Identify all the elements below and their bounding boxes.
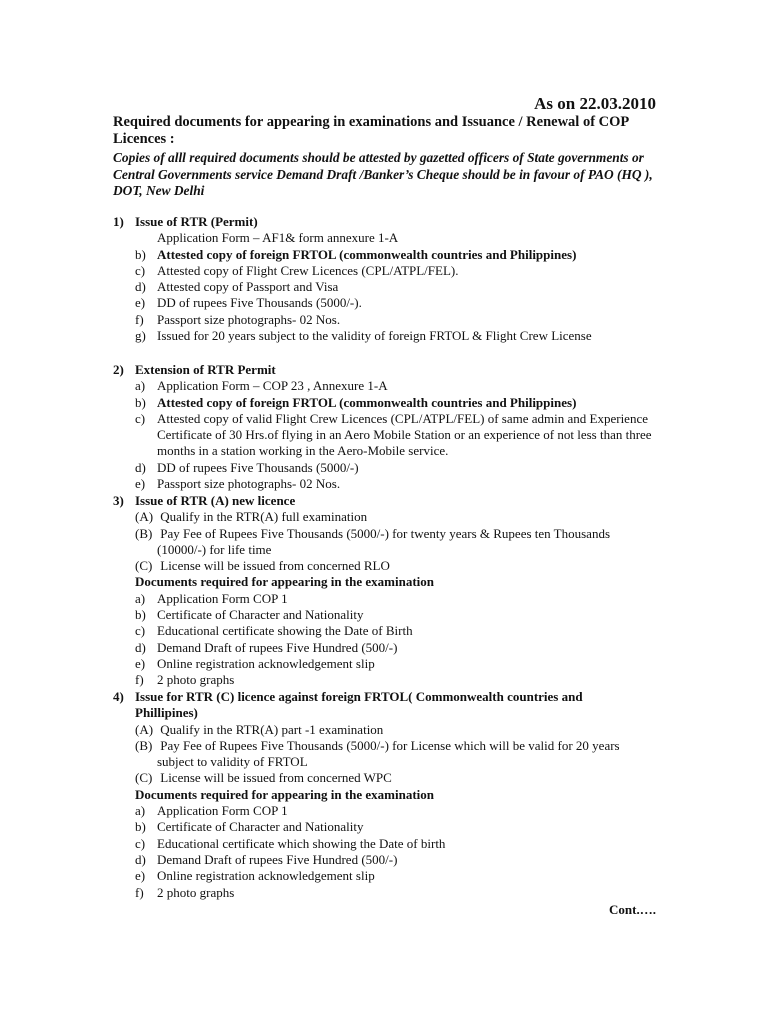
section-rtr-extension xyxy=(113,362,673,492)
list-item: d) Demand Draft of rupees Five Hundred (500/-) xyxy=(135,851,398,867)
list-item: c) Educational certificate showing the Date of Birth xyxy=(135,623,413,639)
list-item: b) Attested copy of foreign FRTOL (commonwealth countries and Philippines) xyxy=(135,394,577,410)
section-number: 4) xyxy=(113,689,124,704)
list-item: b) Certificate of Character and Nationality xyxy=(135,819,364,835)
condition-item: (C) License will be issued from concerned RLO xyxy=(135,558,390,574)
condition-item: (B) Pay Fee of Rupees Five Thousands (5000/-) for License which will be valid for 20 years subject to validity of FRTOL xyxy=(135,737,620,770)
section-rtr-a-licence xyxy=(113,493,673,689)
condition-item: (B) Pay Fee of Rupees Five Thousands (5000/-) for twenty years & Rupees ten Thousands (10000/-) for life time xyxy=(135,525,611,557)
documents-heading: Documents required for appearing in the examination xyxy=(135,574,435,590)
list-item: a) Application Form – COP 23 , Annexure 1-A xyxy=(135,378,388,394)
list-item: c) Attested copy of Flight Crew Licences (CPL/ATPL/FEL). xyxy=(135,262,459,278)
list-item: b) Attested copy of foreign FRTOL (commonwealth countries and Philippines) xyxy=(135,246,577,262)
section-number: 2) xyxy=(113,362,124,377)
list-item: e) DD of rupees Five Thousands (5000/-). xyxy=(135,295,362,311)
section-heading: Issue of RTR (Permit) xyxy=(135,214,258,229)
condition-item: (C) License will be issued from concerned WPC xyxy=(135,770,392,786)
section-heading: Issue of RTR (A) new licence xyxy=(135,493,296,508)
list-item: f) Passport size photographs- 02 Nos. xyxy=(135,311,341,327)
list-item: b) Certificate of Character and Nationality xyxy=(135,607,364,623)
list-item: d) Demand Draft of rupees Five Hundred (500/-) xyxy=(135,639,398,655)
section-heading: Issue for RTR (C) licence against foreign FRTOL( Commonwealth countries and Phillipines) xyxy=(135,689,583,721)
list-item: e) Passport size photographs- 02 Nos. xyxy=(135,476,341,492)
continued-label: Cont.…. xyxy=(609,902,656,917)
document-date: As on 22.03.2010 xyxy=(534,94,656,113)
list-item: g) Issued for 20 years subject to the validity of foreign FRTOL & Flight Crew License xyxy=(135,328,592,344)
list-item: a) Application Form COP 1 xyxy=(135,590,288,606)
section-number: 3) xyxy=(113,493,124,508)
section-rtr-permit xyxy=(113,214,673,344)
condition-item: (A) Qualify in the RTR(A) part -1 examination xyxy=(135,721,384,737)
attestation-note: Copies of alll required documents should be attested by gazetted officers of State governments or Central Governments service Demand Draft /Banker’s Cheque should be in favour of PAO (HQ ), DOT, New Delhi xyxy=(113,150,653,198)
section-number: 1) xyxy=(113,214,124,229)
list-item: d) DD of rupees Five Thousands (5000/-) xyxy=(135,459,359,475)
list-item: c) Attested copy of valid Flight Crew Licences (CPL/ATPL/FEL) of same admin and Experience Certificate of 30 Hrs.of flying in an Aero Mobile Station or an experience of not less than three months in a station working in the Aero-Mobile service. xyxy=(135,410,652,459)
list-item: e) Online registration acknowledgement slip xyxy=(135,655,375,671)
list-item: d) Attested copy of Passport and Visa xyxy=(135,279,339,295)
list-item: f) 2 photo graphs xyxy=(135,672,235,688)
list-item: c) Educational certificate which showing the Date of birth xyxy=(135,835,446,851)
document-title: Required documents for appearing in examinations and Issuance / Renewal of COP Licences : xyxy=(113,114,629,147)
list-item: e) Online registration acknowledgement slip xyxy=(135,868,375,884)
list-item: f) 2 photo graphs xyxy=(135,884,235,900)
list-item: Application Form – AF1& form annexure 1-A xyxy=(157,230,399,246)
section-heading: Extension of RTR Permit xyxy=(135,362,276,377)
section-rtr-c-licence xyxy=(113,689,673,901)
condition-item: (A) Qualify in the RTR(A) full examination xyxy=(135,509,368,525)
documents-heading: Documents required for appearing in the examination xyxy=(135,786,435,802)
list-item: a) Application Form COP 1 xyxy=(135,803,288,819)
